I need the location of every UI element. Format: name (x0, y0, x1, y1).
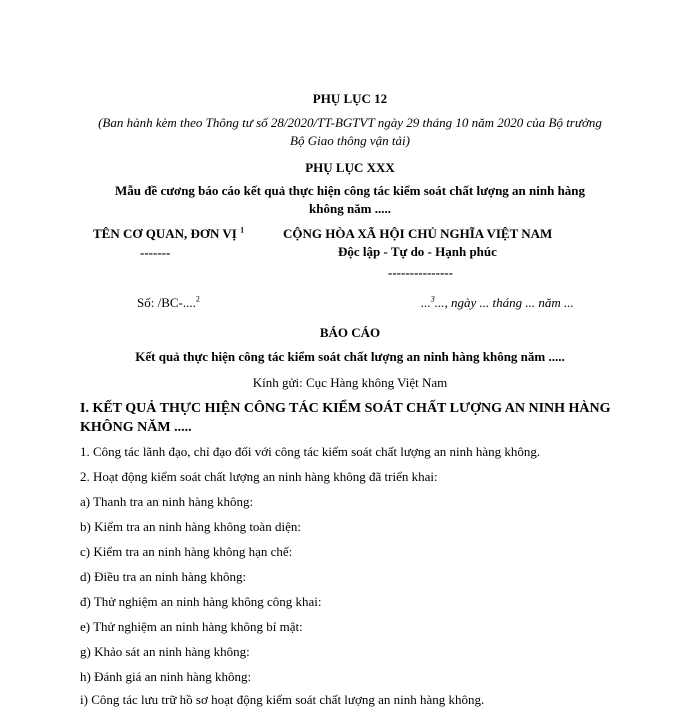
agency-rule: ------- (140, 245, 171, 260)
agency-name-text: TÊN CƠ QUAN, ĐƠN VỊ (93, 226, 237, 241)
agency-name (93, 225, 244, 243)
report-heading: BÁO CÁO (319, 325, 381, 340)
list-item: d) Điều tra an ninh hàng không: (80, 569, 247, 584)
place-footnote: 3 (430, 294, 435, 304)
motto: Độc lập - Tự do - Hạnh phúc (338, 244, 497, 259)
section1-heading-line2: KHÔNG NĂM ..... (80, 420, 192, 435)
recipient: Kính gửi: Cục Hàng không Việt Nam (252, 375, 448, 390)
list-item: h) Đánh giá an ninh hàng không: (80, 669, 252, 684)
place-date (421, 294, 574, 312)
list-item: c) Kiểm tra an ninh hàng không hạn chế: (80, 544, 293, 559)
list-item: đ) Thử nghiệm an ninh hàng không công khai: (80, 594, 322, 609)
form-title-line2: không năm ..... (309, 201, 391, 216)
list-item: i) Công tác lưu trữ hồ sơ hoạt động kiểm soát chất lượng an ninh hàng không. (80, 692, 485, 707)
place-date-text: ..., ngày ... tháng ... năm ... (434, 295, 574, 310)
issued-note-line2: Bộ Giao thông vận tải) (290, 133, 410, 148)
motto-rule: --------------- (388, 265, 453, 280)
place-prefix: ... (421, 295, 431, 310)
list-item: 2. Hoạt động kiểm soát chất lượng an ninh hàng không đã triển khai: (80, 469, 438, 484)
doc-number (137, 294, 200, 312)
section1-heading-line1: I. KẾT QUẢ THỰC HIỆN CÔNG TÁC KIỂM SOÁT CHẤT LƯỢNG AN NINH HÀNG (80, 401, 611, 416)
doc-number-footnote: 2 (195, 294, 200, 304)
list-item: e) Thử nghiệm an ninh hàng không bí mật: (80, 619, 303, 634)
list-item: 1. Công tác lãnh đạo, chỉ đạo đối với công tác kiểm soát chất lượng an ninh hàng không. (80, 444, 541, 459)
appendix-subtitle: PHỤ LỤC XXX (305, 160, 395, 175)
agency-footnote: 1 (240, 225, 245, 235)
appendix-title: PHỤ LỤC 12 (312, 91, 388, 106)
doc-number-text: Số: /BC-.... (137, 295, 196, 310)
report-subject: Kết quả thực hiện công tác kiểm soát chất lượng an ninh hàng không năm ..... (135, 349, 565, 364)
list-item: g) Khảo sát an ninh hàng không: (80, 644, 250, 659)
form-title-line1: Mẫu đề cương báo cáo kết quả thực hiện công tác kiểm soát chất lượng an ninh hàng (114, 183, 586, 198)
nation-name: CỘNG HÒA XÃ HỘI CHỦ NGHĨA VIỆT NAM (283, 226, 553, 241)
list-item: b) Kiểm tra an ninh hàng không toàn diện: (80, 519, 301, 534)
issued-note-line1: (Ban hành kèm theo Thông tư số 28/2020/TT-BGTVT ngày 29 tháng 10 năm 2020 của Bộ trưởng (98, 115, 602, 130)
list-item: a) Thanh tra an ninh hàng không: (80, 494, 254, 509)
